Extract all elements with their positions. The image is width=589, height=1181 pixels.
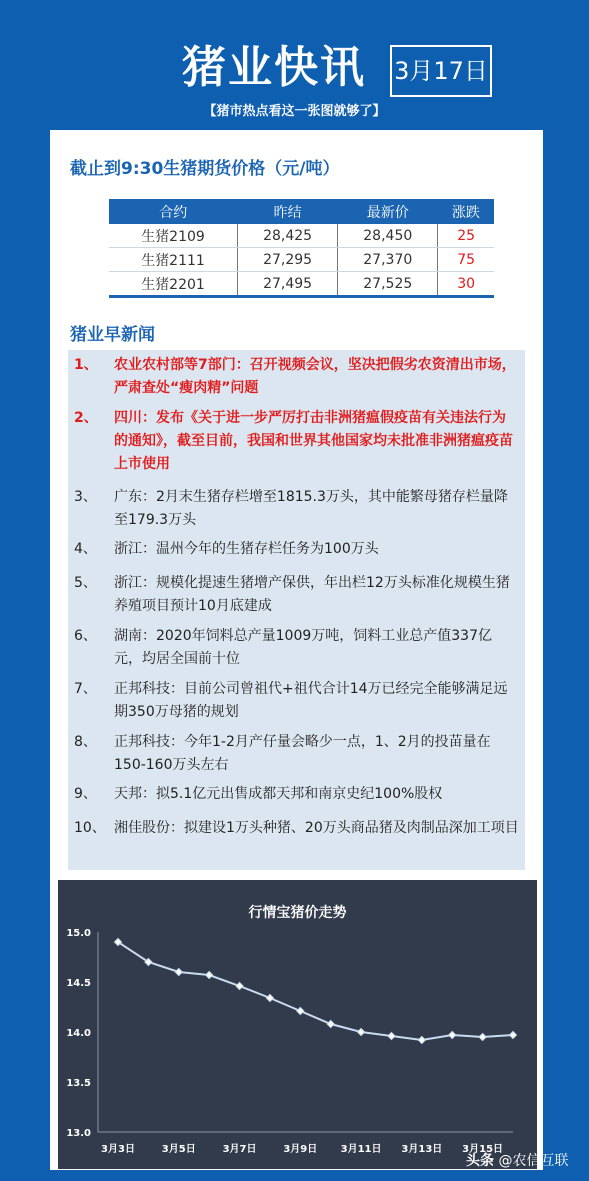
column-header-change: 涨跌 xyxy=(438,199,494,224)
table-row xyxy=(109,224,494,248)
news-number: 1、 xyxy=(74,357,98,373)
news-list xyxy=(68,350,525,870)
data-point xyxy=(479,1034,486,1041)
news-number: 9、 xyxy=(74,786,97,802)
news-number: 10、 xyxy=(74,820,106,836)
data-point xyxy=(175,969,182,976)
news-text: 湖南：2020年饲料总产量1009万吨，饲料工业总产值337亿元，均居全国前十位 xyxy=(114,628,492,667)
data-point xyxy=(327,1021,334,1028)
data-point xyxy=(510,1032,517,1039)
x-tick-label: 3月15日 xyxy=(462,1144,504,1155)
news-section-title: 猪业早新闻 xyxy=(70,325,155,345)
column-header-prev-settle: 昨结 xyxy=(238,199,338,224)
futures-section-title: 截止到9:30生猪期货价格（元/吨） xyxy=(70,159,340,179)
x-tick-label: 3月11日 xyxy=(340,1144,382,1155)
futures-price-table xyxy=(109,199,494,298)
page-subtitle: 【猪市热点看这一张图就够了】 xyxy=(203,104,386,119)
news-number: 3、 xyxy=(74,489,97,505)
column-header-latest: 最新价 xyxy=(338,199,438,224)
news-text: 广东：2月末生猪存栏增至1815.3万头，其中能繁母猪存栏量降至179.3万头 xyxy=(114,489,508,528)
news-number: 6、 xyxy=(74,628,97,644)
cell-contract: 生猪2111 xyxy=(109,248,238,272)
y-tick-label: 14.0 xyxy=(66,1028,91,1039)
series-line xyxy=(118,942,513,1040)
cell-prev-settle: 28,425 xyxy=(238,224,338,248)
toutiao-logo-icon: 头条 xyxy=(466,1153,494,1169)
watermark xyxy=(466,1150,568,1170)
data-point xyxy=(418,1037,425,1044)
news-number: 4、 xyxy=(74,541,97,557)
data-point xyxy=(297,1008,304,1015)
x-tick-label: 3月13日 xyxy=(401,1144,443,1155)
news-text: 天邦：拟5.1亿元出售成都天邦和南京史纪100%股权 xyxy=(114,786,443,802)
x-tick-label: 3月3日 xyxy=(101,1144,135,1155)
x-tick-label: 3月9日 xyxy=(283,1144,318,1155)
cell-prev-settle: 27,295 xyxy=(238,248,338,272)
cell-prev-settle: 27,495 xyxy=(238,272,338,297)
data-point xyxy=(236,983,243,990)
page-title: 猪业快讯 xyxy=(182,42,366,93)
date-badge: 3月17日 xyxy=(390,45,492,97)
chart-title: 行情宝猪价走势 xyxy=(248,905,347,921)
data-point xyxy=(388,1033,395,1040)
x-tick-label: 3月5日 xyxy=(161,1144,196,1155)
table-header-row xyxy=(109,199,494,224)
cell-contract: 生猪2201 xyxy=(109,272,238,297)
header xyxy=(0,0,589,130)
data-point xyxy=(266,995,273,1002)
news-number: 8、 xyxy=(74,734,97,750)
y-tick-label: 14.5 xyxy=(66,978,91,989)
cell-latest: 27,525 xyxy=(338,272,438,297)
news-number: 2、 xyxy=(74,410,98,426)
news-text: 正邦科技：今年1-2月产仔量会略少一点，1、2月的投苗量在150-160万头左右 xyxy=(114,734,491,773)
data-point xyxy=(206,972,213,979)
table-row xyxy=(109,272,494,297)
data-point xyxy=(358,1029,365,1036)
news-number: 7、 xyxy=(74,681,97,697)
news-text: 湘佳股份：拟建设1万头种猪、20万头商品猪及肉制品深加工项目 xyxy=(114,820,519,836)
table-row xyxy=(109,248,494,272)
cell-change: 30 xyxy=(438,272,494,297)
news-text: 四川：发布《关于进一步严厉打击非洲猪瘟假疫苗有关违法行为的通知》，截至目前，我国和世界其他国家均未批准非洲猪瘟疫苗上市使用 xyxy=(114,410,513,472)
cell-latest: 27,370 xyxy=(338,248,438,272)
cell-latest: 28,450 xyxy=(338,224,438,248)
news-text: 农业农村部等7部门：召开视频会议，坚决把假劣农资清出市场，严肃查处“瘦肉精”问题 xyxy=(114,357,516,396)
y-tick-label: 15.0 xyxy=(66,928,91,939)
y-tick-label: 13.0 xyxy=(66,1128,91,1139)
column-header-contract: 合约 xyxy=(109,199,238,224)
news-text: 浙江：规模化提速生猪增产保供，年出栏12万头标准化规模生猪养殖项目预计10月底建成 xyxy=(114,575,510,614)
watermark-handle: @农信互联 xyxy=(498,1153,569,1169)
cell-change: 75 xyxy=(438,248,494,272)
chart-plot xyxy=(58,880,537,1169)
cell-change: 25 xyxy=(438,224,494,248)
news-text: 正邦科技：目前公司曾祖代+祖代合计14万已经完全能够满足远期350万母猪的规划 xyxy=(114,681,508,720)
cell-contract: 生猪2109 xyxy=(109,224,238,248)
y-tick-label: 13.5 xyxy=(66,1078,91,1089)
x-tick-label: 3月7日 xyxy=(222,1144,257,1155)
news-text: 浙江：温州今年的生猪存栏任务为100万头 xyxy=(114,541,379,557)
data-point xyxy=(449,1032,456,1039)
news-number: 5、 xyxy=(74,575,97,591)
price-trend-chart xyxy=(58,880,537,1169)
